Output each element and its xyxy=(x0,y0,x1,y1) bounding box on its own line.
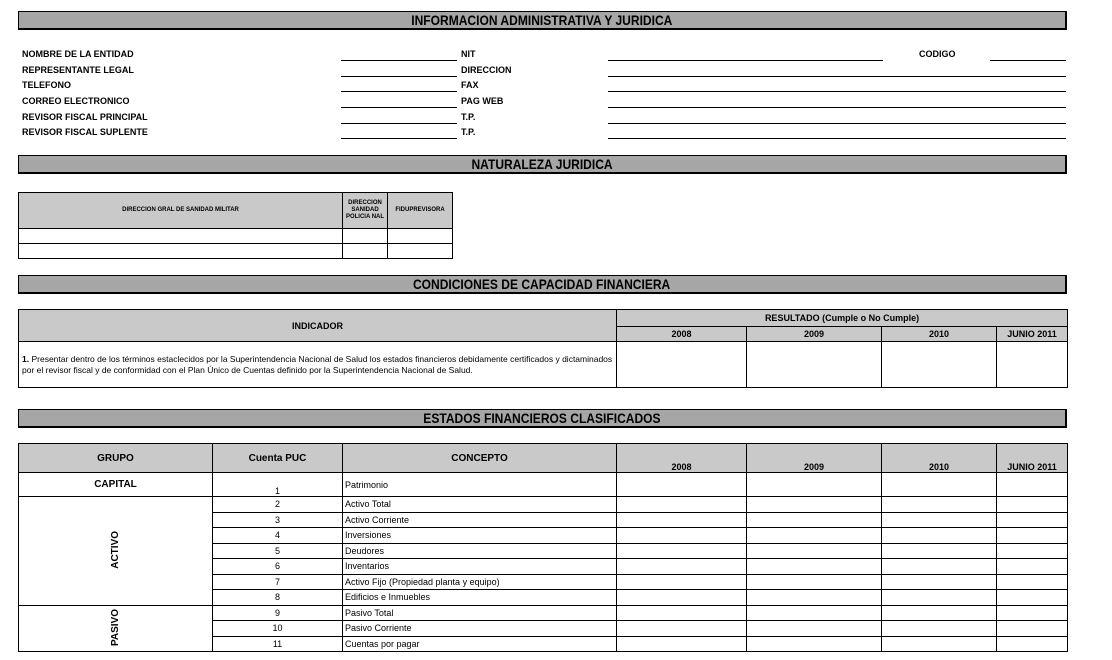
pag-web-field[interactable] xyxy=(608,107,1066,108)
direccion-field[interactable] xyxy=(608,76,1066,77)
group-pasivo-label: PASIVO xyxy=(110,608,121,646)
tp-suplente-field[interactable] xyxy=(608,138,1066,139)
cell-sanidad-militar-2[interactable] xyxy=(19,244,343,259)
year-header: JUNIO 2011 xyxy=(997,444,1068,473)
concepto-cell: Pasivo Total xyxy=(343,605,617,621)
naturaleza-table xyxy=(18,192,453,259)
value-cell[interactable] xyxy=(882,621,997,637)
value-cell[interactable] xyxy=(617,512,747,528)
group-activo-label: ACTIVO xyxy=(110,530,121,569)
group-activo xyxy=(19,497,213,606)
label-revisor-suplente: REVISOR FISCAL SUPLENTE xyxy=(22,127,148,137)
label-pag-web: PAG WEB xyxy=(461,96,504,106)
value-cell[interactable] xyxy=(617,574,747,590)
indicador-header: INDICADOR xyxy=(19,310,617,342)
value-cell[interactable] xyxy=(882,559,997,575)
value-cell[interactable] xyxy=(747,574,882,590)
concepto-cell: Activo Total xyxy=(343,497,617,513)
cell-fiduprevisora-1[interactable] xyxy=(388,229,453,244)
concepto-cell: Deudores xyxy=(343,543,617,559)
telefono-field[interactable] xyxy=(341,91,457,92)
value-cell[interactable] xyxy=(747,528,882,544)
label-nombre-entidad: NOMBRE DE LA ENTIDAD xyxy=(22,49,134,59)
cell-sanidad-policia-1[interactable] xyxy=(343,229,388,244)
value-cell[interactable] xyxy=(617,497,747,513)
value-cell[interactable] xyxy=(747,636,882,652)
value-cell[interactable] xyxy=(997,574,1068,590)
section-header-estados: ESTADOS FINANCIEROS CLASIFICADOS xyxy=(18,409,1067,428)
value-cell[interactable] xyxy=(617,559,747,575)
representante-legal-field[interactable] xyxy=(341,76,457,77)
resultado-cell-2008[interactable] xyxy=(617,342,747,388)
naturaleza-row xyxy=(19,244,453,259)
label-telefono: TELEFONO xyxy=(22,80,71,90)
cuenta-cell: 11 xyxy=(213,636,343,652)
label-correo: CORREO ELECTRONICO xyxy=(22,96,130,106)
fax-field[interactable] xyxy=(608,91,1066,92)
revisor-suplente-field[interactable] xyxy=(341,138,457,139)
year-header: 2008 xyxy=(617,444,747,473)
revisor-principal-field[interactable] xyxy=(341,123,457,124)
cuenta-cell: 9 xyxy=(213,605,343,621)
value-cell[interactable] xyxy=(882,528,997,544)
header-sanidad-militar: DIRECCION GRAL DE SANIDAD MILITAR xyxy=(19,193,343,229)
value-cell[interactable] xyxy=(747,621,882,637)
label-tp-principal: T.P. xyxy=(461,112,476,122)
label-fax: FAX xyxy=(461,80,479,90)
value-cell[interactable] xyxy=(617,590,747,606)
concepto-cell: Patrimonio xyxy=(343,473,617,497)
section-header-naturaleza: NATURALEZA JURIDICA xyxy=(18,155,1067,174)
tp-principal-field[interactable] xyxy=(608,123,1066,124)
cuenta-cell: 8 xyxy=(213,590,343,606)
concepto-cell: Inversiones xyxy=(343,528,617,544)
group-capital: CAPITAL xyxy=(19,473,213,497)
value-cell[interactable] xyxy=(997,590,1068,606)
concepto-cell: Activo Fijo (Propiedad planta y equipo) xyxy=(343,574,617,590)
cuenta-header: Cuenta PUC xyxy=(213,444,343,473)
year-header: 2009 xyxy=(747,444,882,473)
value-cell[interactable] xyxy=(997,528,1068,544)
label-direccion: DIRECCION xyxy=(461,65,512,75)
nit-field[interactable] xyxy=(608,60,883,61)
resultado-cell-2011[interactable] xyxy=(997,342,1068,388)
year-header: 2010 xyxy=(882,327,997,342)
value-cell[interactable] xyxy=(997,559,1068,575)
codigo-field[interactable] xyxy=(990,60,1066,61)
value-cell[interactable] xyxy=(997,473,1068,497)
estados-row xyxy=(19,497,1068,513)
value-cell[interactable] xyxy=(882,473,997,497)
header-fiduprevisora: FIDUPREVISORA xyxy=(388,193,453,229)
cuenta-cell: 6 xyxy=(213,559,343,575)
concepto-header: CONCEPTO xyxy=(343,444,617,473)
section-header-capacidad: CONDICIONES DE CAPACIDAD FINANCIERA xyxy=(18,275,1067,294)
label-codigo: CODIGO xyxy=(919,49,956,59)
concepto-cell: Inventarios xyxy=(343,559,617,575)
value-cell[interactable] xyxy=(617,605,747,621)
value-cell[interactable] xyxy=(747,605,882,621)
capacidad-table xyxy=(18,309,1068,388)
label-tp-suplente: T.P. xyxy=(461,127,476,137)
cuenta-cell: 4 xyxy=(213,528,343,544)
value-cell[interactable] xyxy=(882,497,997,513)
value-cell[interactable] xyxy=(997,621,1068,637)
year-header: 2009 xyxy=(747,327,882,342)
cuenta-cell: 5 xyxy=(213,543,343,559)
label-revisor-principal: REVISOR FISCAL PRINCIPAL xyxy=(22,112,148,122)
cuenta-cell: 3 xyxy=(213,512,343,528)
value-cell[interactable] xyxy=(882,605,997,621)
cuenta-cell: 1 xyxy=(213,473,343,497)
grupo-header: GRUPO xyxy=(19,444,213,473)
indicador-item xyxy=(19,342,617,388)
resultado-cell-2010[interactable] xyxy=(882,342,997,388)
value-cell[interactable] xyxy=(997,497,1068,513)
value-cell[interactable] xyxy=(997,636,1068,652)
concepto-cell: Edificios e Inmuebles xyxy=(343,590,617,606)
header-sanidad-policia: DIRECCION SANIDAD POLICIA NAL xyxy=(343,193,388,229)
value-cell[interactable] xyxy=(997,605,1068,621)
value-cell[interactable] xyxy=(617,636,747,652)
correo-field[interactable] xyxy=(341,107,457,108)
estados-table xyxy=(18,443,1068,652)
cuenta-cell: 7 xyxy=(213,574,343,590)
capacidad-header-row xyxy=(19,310,1068,327)
label-nit: NIT xyxy=(461,49,476,59)
value-cell[interactable] xyxy=(747,590,882,606)
concepto-cell: Pasivo Corriente xyxy=(343,621,617,637)
value-cell[interactable] xyxy=(882,590,997,606)
naturaleza-header-row xyxy=(19,193,453,229)
resultado-header: RESULTADO (Cumple o No Cumple) xyxy=(617,310,1068,327)
cell-sanidad-policia-2[interactable] xyxy=(343,244,388,259)
value-cell[interactable] xyxy=(617,543,747,559)
value-cell[interactable] xyxy=(747,512,882,528)
naturaleza-row xyxy=(19,229,453,244)
cuenta-cell: 2 xyxy=(213,497,343,513)
cell-fiduprevisora-2[interactable] xyxy=(388,244,453,259)
value-cell[interactable] xyxy=(617,528,747,544)
section-header-admin: INFORMACION ADMINISTRATIVA Y JURIDICA xyxy=(18,11,1067,30)
group-pasivo xyxy=(19,605,213,652)
value-cell[interactable] xyxy=(617,621,747,637)
estados-header-row xyxy=(19,444,1068,473)
value-cell[interactable] xyxy=(747,473,882,497)
year-header: 2010 xyxy=(882,444,997,473)
value-cell[interactable] xyxy=(617,473,747,497)
concepto-cell: Cuentas por pagar xyxy=(343,636,617,652)
estados-row xyxy=(19,605,1068,621)
value-cell[interactable] xyxy=(997,543,1068,559)
resultado-cell-2009[interactable] xyxy=(747,342,882,388)
value-cell[interactable] xyxy=(882,512,997,528)
value-cell[interactable] xyxy=(747,559,882,575)
value-cell[interactable] xyxy=(882,543,997,559)
value-cell[interactable] xyxy=(747,497,882,513)
item-number: 1. xyxy=(22,353,30,364)
value-cell[interactable] xyxy=(747,543,882,559)
item-text: Presentar dentro de los términos estaclecidos por la Superintendencia Nacional de Salud los estados financieros debidamente certificados y dictaminados por el revisor fiscal y de conformidad con el Plan Único de Cuentas definido por la Superintendencia Nacional de Salud. xyxy=(22,353,613,375)
capacidad-item-row xyxy=(19,342,1068,388)
value-cell[interactable] xyxy=(997,512,1068,528)
concepto-cell: Activo Corriente xyxy=(343,512,617,528)
cell-sanidad-militar-1[interactable] xyxy=(19,229,343,244)
cuenta-cell: 10 xyxy=(213,621,343,637)
year-header: JUNIO 2011 xyxy=(997,327,1068,342)
label-representante-legal: REPRESENTANTE LEGAL xyxy=(22,65,134,75)
nombre-entidad-field[interactable] xyxy=(341,60,457,61)
value-cell[interactable] xyxy=(882,636,997,652)
value-cell[interactable] xyxy=(882,574,997,590)
estados-row xyxy=(19,473,1068,497)
year-header: 2008 xyxy=(617,327,747,342)
